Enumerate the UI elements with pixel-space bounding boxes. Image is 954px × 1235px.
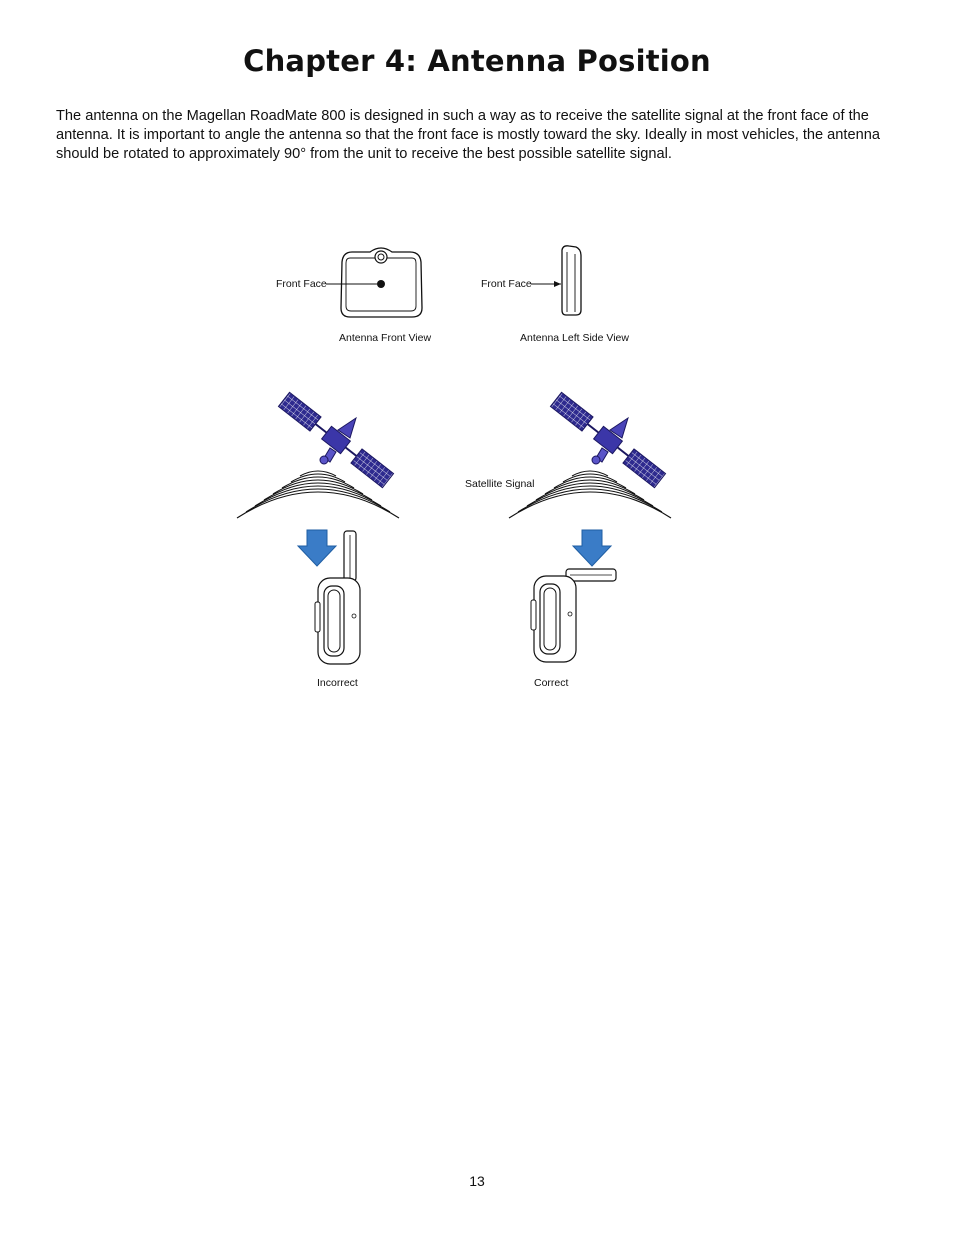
satellite-icon-right (550, 392, 665, 487)
antenna-front-view (326, 248, 422, 317)
front-face-dot (377, 280, 385, 288)
antenna-side-view-caption: Antenna Left Side View (520, 332, 629, 344)
gps-unit-left (315, 578, 360, 664)
page-number: 13 (469, 1173, 485, 1189)
down-arrow-right (573, 530, 611, 566)
correct-caption: Correct (534, 677, 569, 689)
incorrect-caption: Incorrect (317, 677, 358, 689)
incorrect-scenario (237, 392, 399, 664)
satellite-icon-left (278, 392, 393, 487)
front-face-label-1: Front Face (276, 278, 327, 290)
body-paragraph: The antenna on the Magellan RoadMate 800 is designed in such a way as to receive the satellite signal at the front face of the antenna. It is important to angle the antenna so that the front face is mostly toward the sky. Ideally in most vehicles, the antenna should be rotated to approximately 90° from the unit to receive the best possible satellite signal. (56, 108, 880, 162)
correct-scenario (509, 392, 671, 662)
gps-unit-right (531, 576, 576, 662)
front-face-label-2: Front Face (481, 278, 532, 290)
satellite-signal-label: Satellite Signal (465, 478, 535, 490)
down-arrow-left (298, 530, 336, 566)
antenna-side-view (531, 246, 581, 315)
antenna-front-view-caption: Antenna Front View (339, 332, 432, 344)
page-title: Chapter 4: Antenna Position (243, 44, 711, 78)
